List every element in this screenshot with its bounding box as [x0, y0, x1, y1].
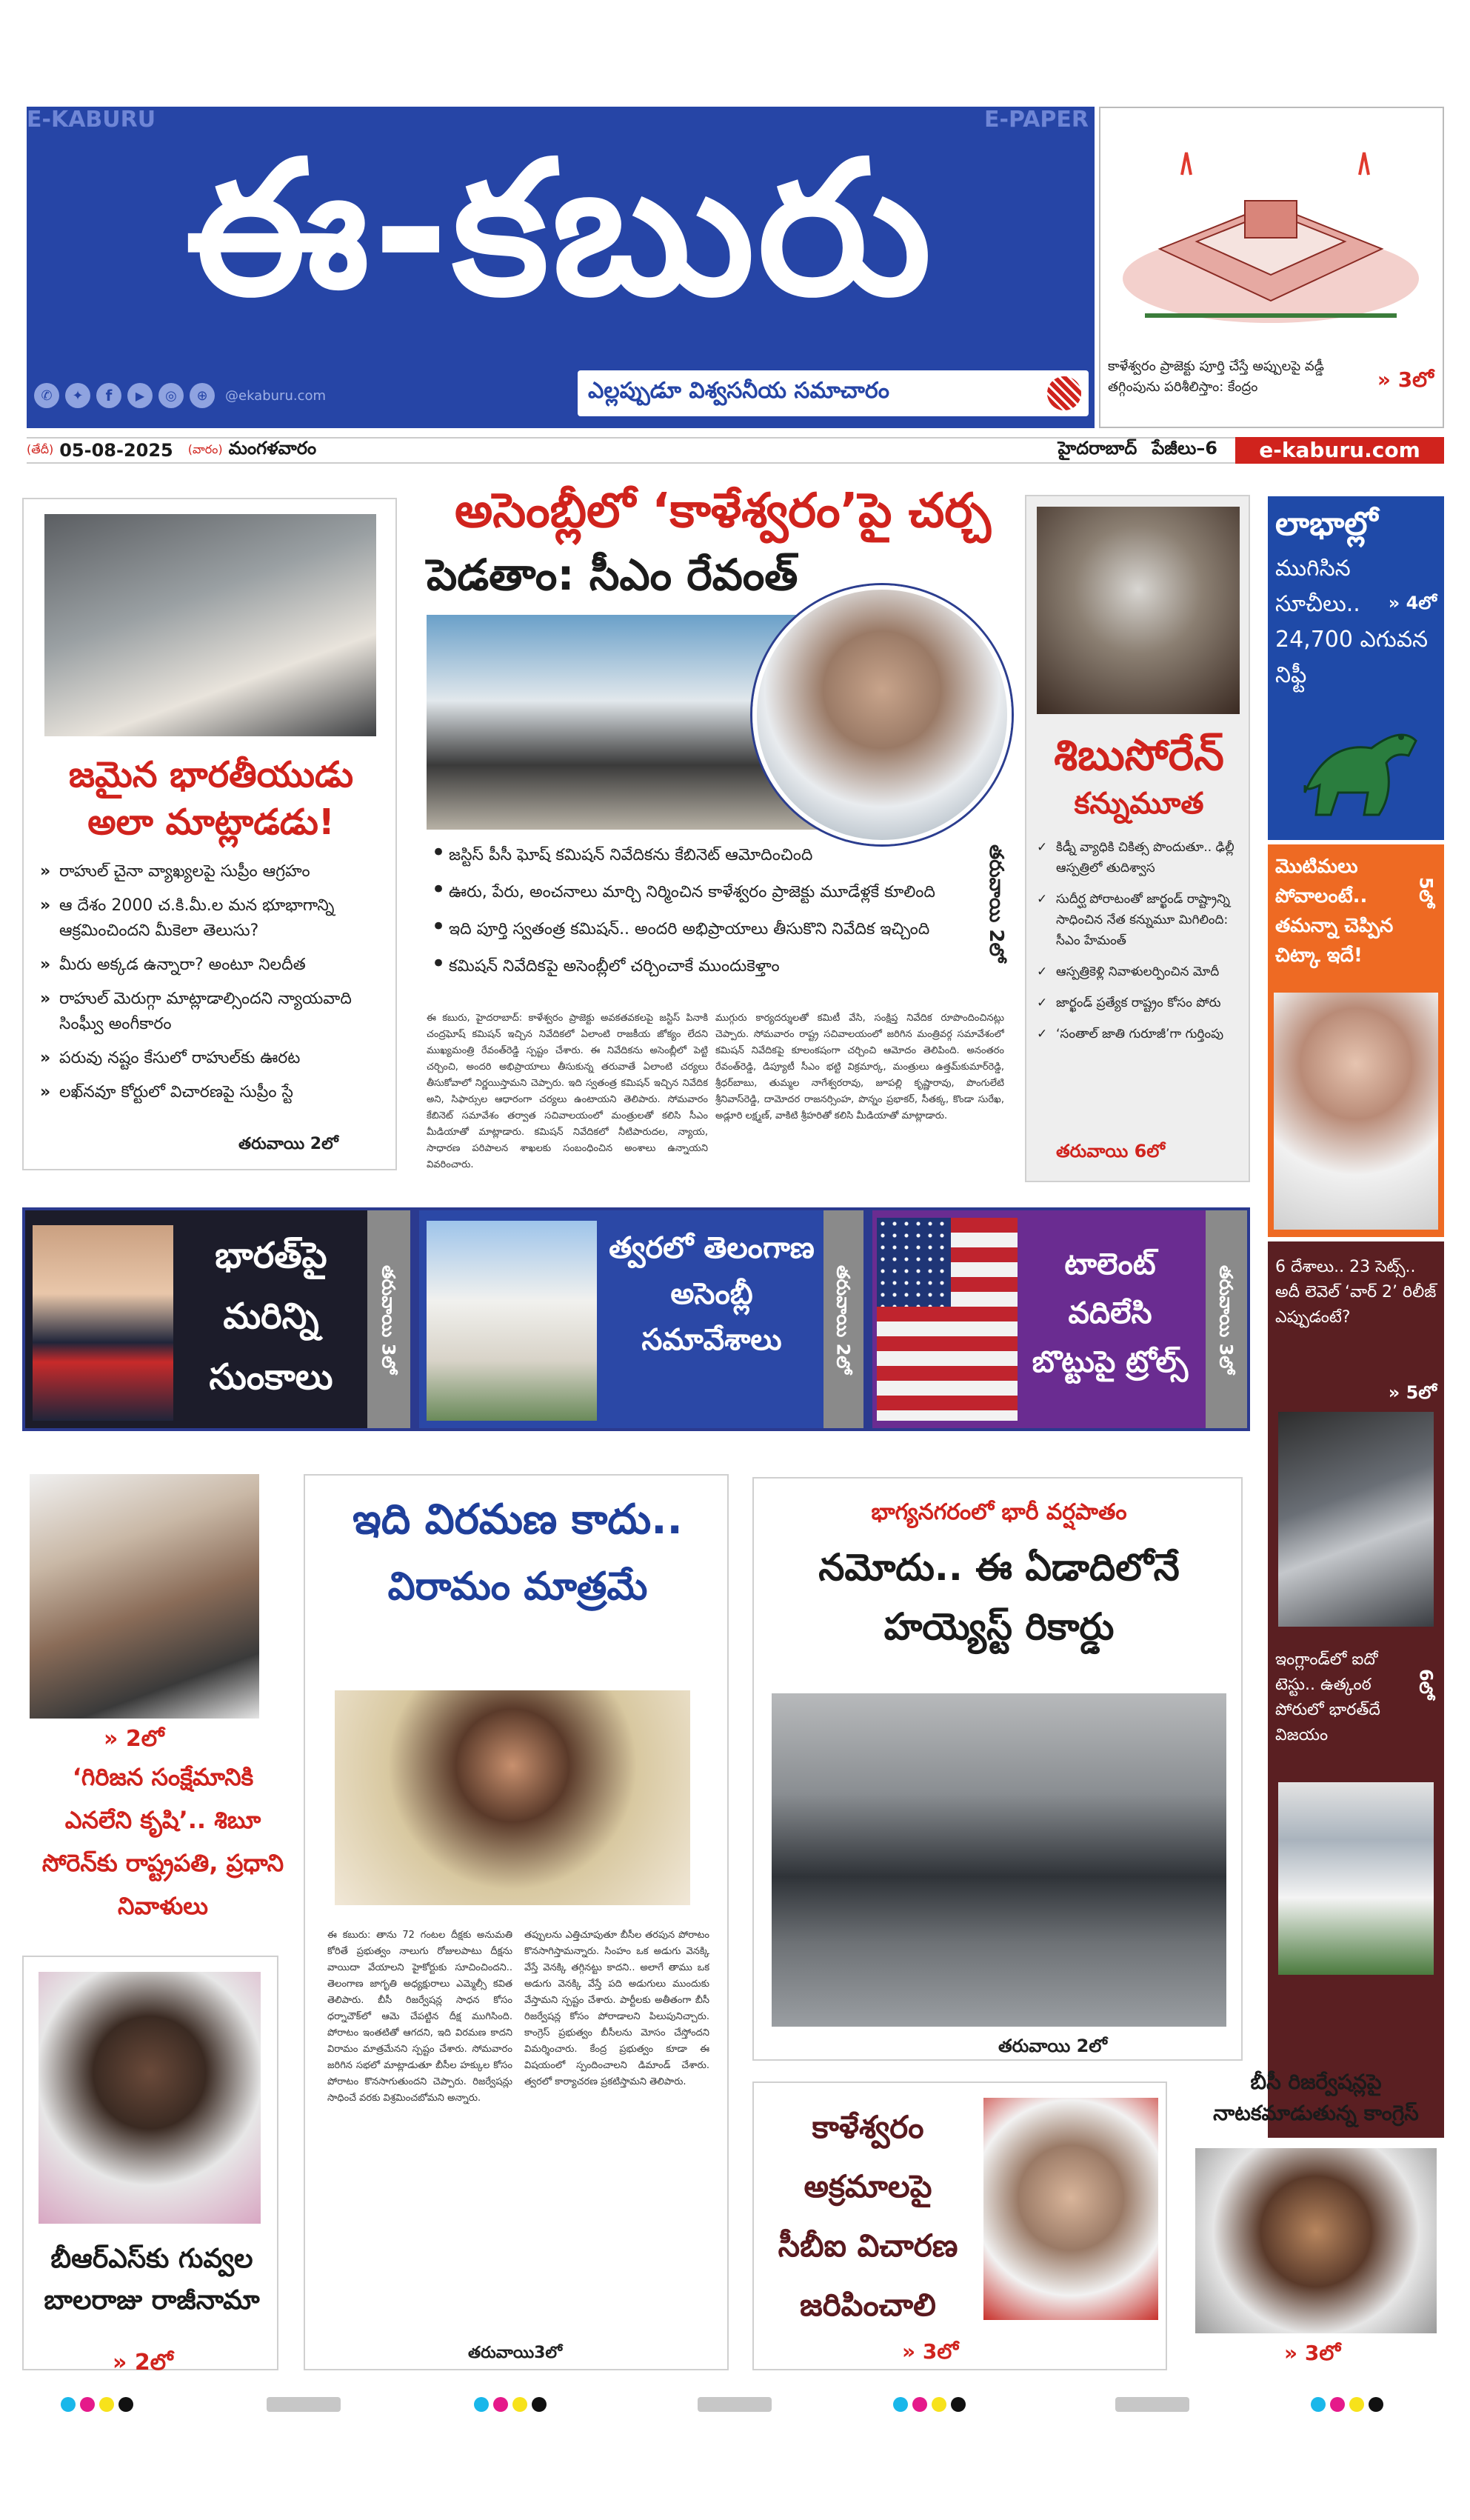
day: మంగళవారం — [228, 438, 317, 459]
ad-line-2: తగ్గింపును పరిశీలిస్తాం: కేంద్రం — [1108, 379, 1258, 395]
kavitha-headline-2: విరామం మాత్రమే — [387, 1564, 648, 1609]
masthead-title: ఈ-కబురు — [185, 121, 935, 336]
cmyk-swatch-4 — [1311, 2397, 1388, 2415]
rahul-story — [22, 498, 397, 1170]
city: హైదరాబాద్ — [1058, 438, 1137, 459]
teaser-2[interactable] — [419, 1210, 863, 1428]
ad-ref[interactable]: » 3లో — [1377, 367, 1434, 392]
page-count: పేజీలు–6 — [1152, 438, 1217, 459]
shibu-story — [1025, 495, 1250, 1182]
cbi-ref[interactable]: » 3లో — [902, 2339, 959, 2364]
facebook-icon[interactable]: f — [96, 383, 121, 408]
bc-headline: బీసీ రిజర్వేషన్లపై నాటకమాడుతున్న కాంగ్రెస్ — [1213, 2070, 1419, 2125]
rahul-bullets — [40, 859, 388, 1105]
shibu-title: కన్నుమూత — [1074, 787, 1204, 821]
rahul-bullet-0: » రాహుల్ చైనా వ్యాఖ్యలపై సుప్రీం ఆగ్రహం — [40, 859, 388, 884]
rain-more[interactable]: తరువాయి 2లో — [998, 2036, 1107, 2056]
rain-headline: నమోదు.. ఈ ఏడాదిలోనే హయ్యెస్ట్ రికార్డు — [818, 1546, 1180, 1648]
whatsapp-icon[interactable]: ✆ — [34, 383, 59, 408]
top-right-ad[interactable] — [1099, 107, 1444, 428]
teaser-1-ref: తరువాయి 3లో — [367, 1210, 410, 1428]
cbi-photo — [983, 2098, 1158, 2320]
maroon-box[interactable] — [1268, 1241, 1444, 2138]
film-text: 6 దేశాలు.. 23 సెట్స్.. అదీ లెవెల్ ‘వార్ 2’ రిలీజ్ ఎప్పుడంటే? — [1275, 1258, 1437, 1327]
market-text: ముగిసిన సూచీలు.. 24,700 ఎగువన నిఫ్టీ — [1275, 556, 1429, 688]
teaser-3-ref: తరువాయి 3లో — [1206, 1210, 1247, 1428]
web-icon[interactable]: ⊕ — [190, 383, 215, 408]
lead-story — [412, 474, 1019, 1185]
shibu-bullet-4: ✓ ‘సంతాల్ జాతి గురూజీ’గా గుర్తింపు — [1037, 1024, 1241, 1044]
rahul-bullet-1: » ఆ దేశం 2000 చ.కి.మీ.ల మన భూభాగాన్ని ఆక్రమించిందని మీకెలా తెలుసు? — [40, 893, 388, 944]
masthead-corner-right: E-PAPER — [984, 107, 1089, 133]
ad-line-1: కాళేశ్వరం ప్రాజెక్టు పూర్తి చేస్తే అప్పులపై వడ్డీ — [1108, 359, 1324, 374]
flag-canton — [877, 1218, 951, 1307]
balaraju-caption: బీఆర్‌ఎస్‌కు గువ్వల బాలరాజు రాజీనామా — [44, 2244, 260, 2316]
kavitha-body-col-2: తప్పులను ఎత్తిచూపుతూ బీసీల తరపున పోరాటం కొనసాగిస్తామన్నారు. సింహం ఒక అడుగు వెనక్కి వేస్తే వెనక్కి తగ్గినట్టు కాదని.. అలాగే తాము ఒక అడుగు వెనక్కి వేస్తే పది అడుగులు ముందుకు వేస్తామని స్పష్టం చేశారు. పార్టీలకు అతీతంగా బీసీ రిజర్వేషన్ల కోసం పోరాడాలని పిలుపునిచ్చారు. కాంగ్రెస్ ప్రభుత్వం బీసీలను మోసం చేస్తోందని విమర్శించారు. కేంద్ర ప్రభుత్వం కూడా ఈ విషయంలో స్పందించాలని డిమాండ్ చేశారు. త్వరలో కార్యాచరణ ప్రకటిస్తామని తెలిపారు. — [524, 1930, 709, 2087]
market-title: లాభాల్లో — [1275, 505, 1378, 543]
cbi-story — [752, 2081, 1167, 2370]
lead-body-col-2: ముగ్గురు కార్యదర్శులతో కమిటీ వేసి, సంక్షిప్త నివేదిక రూపొందించినట్లు చెప్పారు. సోమవారం రాష్ట్ర సచివాలయంలో జరిగిన మంత్రివర్గ సమావేశంలో కమిషన్ నివేదికపై కూలంకషంగా చర్చించి ఆమోదం తెలిపింది. అనంతరం రేవంత్‌రెడ్డి, డిప్యూటీ సీఎం భట్టి విక్రమార్క, మంత్రులు ఉత్తమ్‌కుమార్‌రెడ్డి, శ్రీధర్‌బాబు, తుమ్మల నాగేశ్వరరావు, జూపల్లి కృష్ణారావు, పొంగులేటి శ్రీనివాస్‌రెడ్డి, దామోదర రాజనర్సింహ, పొన్నం ప్రభాకర్, సీతక్క, కొండా సురేఖ, అడ్లూరి లక్ష్మణ్, వాకిటి శ్రీహరితో కలిసి మీడియాతో మాట్లాడారు. — [715, 1013, 1004, 1121]
cbi-headline: కాళేశ్వరం అక్రమాలపై సీబీఐ విచారణ జరిపించాలి — [778, 2109, 958, 2323]
tamannaah-photo — [1274, 993, 1438, 1230]
kavitha-body-col-1: ఈ కబురు: తాను 72 గంటల దీక్షకు అనుమతి కోరితే ప్రభుత్వం నాలుగు రోజులపాటు దీక్షను వాయిదా వేయాలని హైకోర్టుకు సూచించిందని.. తెలంగాణ జాగృతి అధ్యక్షురాలు ఎమ్మెల్సీ కవిత తెలిపారు. బీసీ రిజర్వేషన్ల సాధన కోసం ధర్నాచౌక్‌లో ఆమె చేపట్టిన దీక్ష ముగిసింది. పోరాటం ఇంతటితో ఆగదని, ఇది విరమణ కాదని విరామం మాత్రమేనని స్పష్టం చేశారు. సోమవారం జరిగిన సభలో మాట్లాడుతూ బీసీల హక్కుల కోసం పోరాటం కొనసాగుతుందని చెప్పారు. రిజర్వేషన్లు సాధించే వరకు విశ్రమించబోమని అన్నారు. — [327, 1930, 512, 2104]
cmyk-swatch-3 — [893, 2397, 970, 2415]
balaraju-story — [22, 1956, 278, 2376]
rain-kicker: భాగ్యనగరంలో భారీ వర్షపాతం — [871, 1499, 1127, 1525]
tagline-logo — [1047, 376, 1081, 410]
gray-bar-3 — [1115, 2397, 1189, 2412]
market-ref: » 4లో — [1388, 593, 1437, 613]
bc-story — [1188, 2067, 1444, 2370]
lead-headline-1: అసెంబ్లీలో ‘కాళేశ్వరం’పై చర్చ — [455, 484, 991, 539]
social-icons — [34, 381, 326, 410]
lead-bullet-0: • జస్టిస్ పీసీ ఘోష్ కమిషన్ నివేదికను కేబినెట్ ఆమోదించింది — [427, 844, 975, 867]
teaser-2-text: త్వరలో తెలంగాణ అసెంబ్లీ సమావేశాలు — [609, 1231, 815, 1357]
rain-story — [752, 1477, 1243, 2061]
orange-ref: 5లో — [1415, 877, 1437, 908]
teaser-1-text: భారత్‌పై మరిన్ని సుంకాలు — [209, 1235, 333, 1398]
trump-photo — [33, 1225, 173, 1421]
shibu-bullet-2: ✓ ఆస్పత్రికెళ్లి నివాళులర్పించిన మోదీ — [1037, 961, 1241, 982]
twitter-icon[interactable]: ✦ — [65, 383, 90, 408]
modi-story — [22, 1467, 304, 1948]
dateline — [27, 437, 1444, 464]
shibu-photo — [1037, 507, 1240, 714]
bc-photo — [1195, 2148, 1437, 2333]
kavitha-more[interactable]: తరువాయి3లో — [468, 2344, 563, 2362]
teaser-3-text: టాలెంట్ వదిలేసి బొట్టుపై ట్రోల్స్ — [1032, 1247, 1189, 1379]
cmyk-swatch-2 — [474, 2397, 551, 2415]
date: 05-08-2025 — [59, 440, 173, 461]
masthead-corner-left: E-KABURU — [27, 107, 156, 133]
lead-vertical-ref[interactable]: తరువాయి 2లో — [976, 830, 1016, 978]
print-marks — [0, 2397, 1470, 2419]
rahul-bullet-3: » రాహుల్ మెరుగ్గా మాట్లాడాల్సిందని న్యాయవాది సింఘ్వీ అంగీకారం — [40, 987, 388, 1037]
shibu-name: శిబుసోరేన్ — [1054, 730, 1224, 780]
shibu-more[interactable]: తరువాయి 6లో — [1056, 1141, 1165, 1161]
shibu-bullet-0: ✓ కిడ్నీ వ్యాధికి చికిత్స పొందుతూ.. ఢిల్లీ ఆస్పత్రిలో తుదిశ్వాస — [1037, 837, 1241, 879]
rahul-bullet-4: » పరువు నష్టం కేసులో రాహుల్‌కు ఊరట — [40, 1046, 388, 1071]
bull-illustration — [1290, 704, 1431, 830]
date-label: (తేదీ) — [27, 441, 54, 456]
lead-bullet-1: • ఊరు, పేరు, అంచనాలు మార్చి నిర్మించిన కాళేశ్వరం ప్రాజెక్టు మూడేళ్లకే కూలింది — [427, 881, 975, 904]
bc-ref[interactable]: » 3లో — [1284, 2341, 1341, 2365]
shibu-bullet-3: ✓ జార్ఖండ్ ప్రత్యేక రాష్ట్రం కోసం పోరు — [1037, 993, 1241, 1013]
market-box[interactable] — [1268, 496, 1444, 840]
war2-photo — [1278, 1412, 1434, 1627]
shibu-bullet-1: ✓ సుదీర్ఘ పోరాటంతో జార్ఖండ్ రాష్ట్రాన్ని సాధించిన నేత కన్నుమూ మిగిలింది: సీఎం హేమంత్ — [1037, 889, 1241, 951]
cmyk-swatch-1 — [61, 2397, 138, 2415]
lead-bullet-3: • కమిషన్ నివేదికపై అసెంబ్లీలో చర్చించాకే ముందుకెళ్తాం — [427, 956, 975, 978]
day-label: (వారం) — [187, 441, 223, 456]
rahul-more[interactable]: తరువాయి 2లో — [238, 1135, 338, 1153]
parliament-illustration — [1115, 130, 1426, 338]
teaser-3[interactable] — [872, 1210, 1247, 1428]
rahul-photo — [44, 514, 376, 736]
site-link[interactable]: e-kaburu.com — [1235, 437, 1444, 464]
revanth-photo — [752, 585, 1012, 844]
kavitha-headline-1: ఇది విరమణ కాదు.. — [353, 1496, 683, 1544]
shibu-bullets — [1037, 837, 1241, 1044]
teaser-strip — [22, 1207, 1250, 1431]
rahul-headline: జమైన భారతీయుడు అలా మాట్లాడడు! — [68, 754, 354, 843]
kavitha-story — [304, 1474, 729, 2370]
youtube-icon[interactable]: ▶ — [127, 383, 153, 408]
lead-bullets — [427, 844, 975, 978]
cricket-ref: 6లో — [1415, 1669, 1437, 1700]
orange-text: మొటిమలు పోవాలంటే.. తమన్నా చెప్పిన చిట్కా ఇదే! — [1275, 856, 1394, 967]
gray-bar-1 — [267, 2397, 341, 2412]
modi-ref[interactable]: » 2లో — [104, 1726, 164, 1752]
teaser-2-ref: తరువాయి 2లో — [823, 1210, 863, 1428]
orange-box[interactable] — [1268, 844, 1444, 1237]
rahul-bullet-5: » లఖ్‌నవూ కోర్టులో విచారణపై సుప్రీం స్టే — [40, 1080, 388, 1105]
lead-body-col-1: ఈ కబురు, హైదరాబాద్: కాళేశ్వరం ప్రాజెక్టు అవకతవకలపై జస్టిస్ పినాకి చంద్రఘోష్ కమిషన్ ఇచ్చిన నివేదికలో ఏలాంటి రాజకీయ జోక్యం లేదని ముఖ్యమంత్రి రేవంత్‌రెడ్డి స్పష్టం చేశారు. ఈ నివేదికను అసెంబ్లీలో పెట్టి చర్చించి, అందరి అభిప్రాయాలు తీసుకున్న తరువాతే ఏలాంటి చర్యలు తీసుకోవాలో నిర్ణయిస్తామని చెప్పారు. ఇది స్వతంత్ర కమిషన్ ఇచ్చిన నివేదిక అని, సిఫార్సుల ఆధారంగా చర్యలు ఉంటాయని తెలిపారు. సోమవారం కేబినెట్ సమావేశం తర్వాత సచివాలయంలో మంత్రులతో కలిసి సీఎం మీడియాతో మాట్లాడారు. కమిషన్ నివేదికలో నీటిపారుదల, న్యాయ, సాధారణ పరిపాలన శాఖలకు సంబంధించిన అంశాలు ఉన్నాయని వివరించారు. — [427, 1013, 708, 1170]
gray-bar-2 — [698, 2397, 772, 2412]
masthead — [27, 107, 1095, 428]
balaraju-photo — [39, 1972, 261, 2224]
rahul-bullet-2: » మీరు అక్కడ ఉన్నారా? అంటూ నిలదీత — [40, 953, 388, 978]
balaraju-ref[interactable]: » 2లో — [113, 2350, 173, 2376]
rain-photo — [772, 1693, 1226, 2027]
modi-photo — [30, 1474, 259, 1719]
film-ref: » 5లో — [1388, 1382, 1437, 1403]
instagram-icon[interactable]: ◎ — [158, 383, 184, 408]
lead-bullet-2: • ఇది పూర్తి స్వతంత్ర కమిషన్.. అందరి అభిప్రాయాలు తీసుకొని నివేదిక ఇచ్చింది — [427, 919, 975, 941]
lead-headline-2: పెడతాం: సీఎం రేవంత్ — [427, 550, 798, 600]
handle[interactable]: @ekaburu.com — [225, 387, 327, 404]
cricket-text: ఇంగ్లాండ్‌లో ఐదో టెస్టు.. ఉత్కంఠ పోరులో భారత్‌దే విజయం — [1275, 1650, 1380, 1744]
modi-caption: ‘గిరిజన సంక్షేమానికి ఎనలేని కృషి’.. శిబూ సోరెన్‌కు రాష్ట్రపతి, ప్రధాని నివాళులు — [41, 1763, 284, 1920]
assembly-photo — [427, 1221, 597, 1421]
tagline-bar — [578, 370, 1089, 416]
teaser-1[interactable] — [25, 1210, 410, 1428]
kavitha-photo — [335, 1690, 690, 1905]
tagline: ఎల్లప్పుడూ విశ్వసనీయ సమాచారం — [588, 378, 889, 404]
cricket-photo — [1278, 1782, 1434, 1975]
